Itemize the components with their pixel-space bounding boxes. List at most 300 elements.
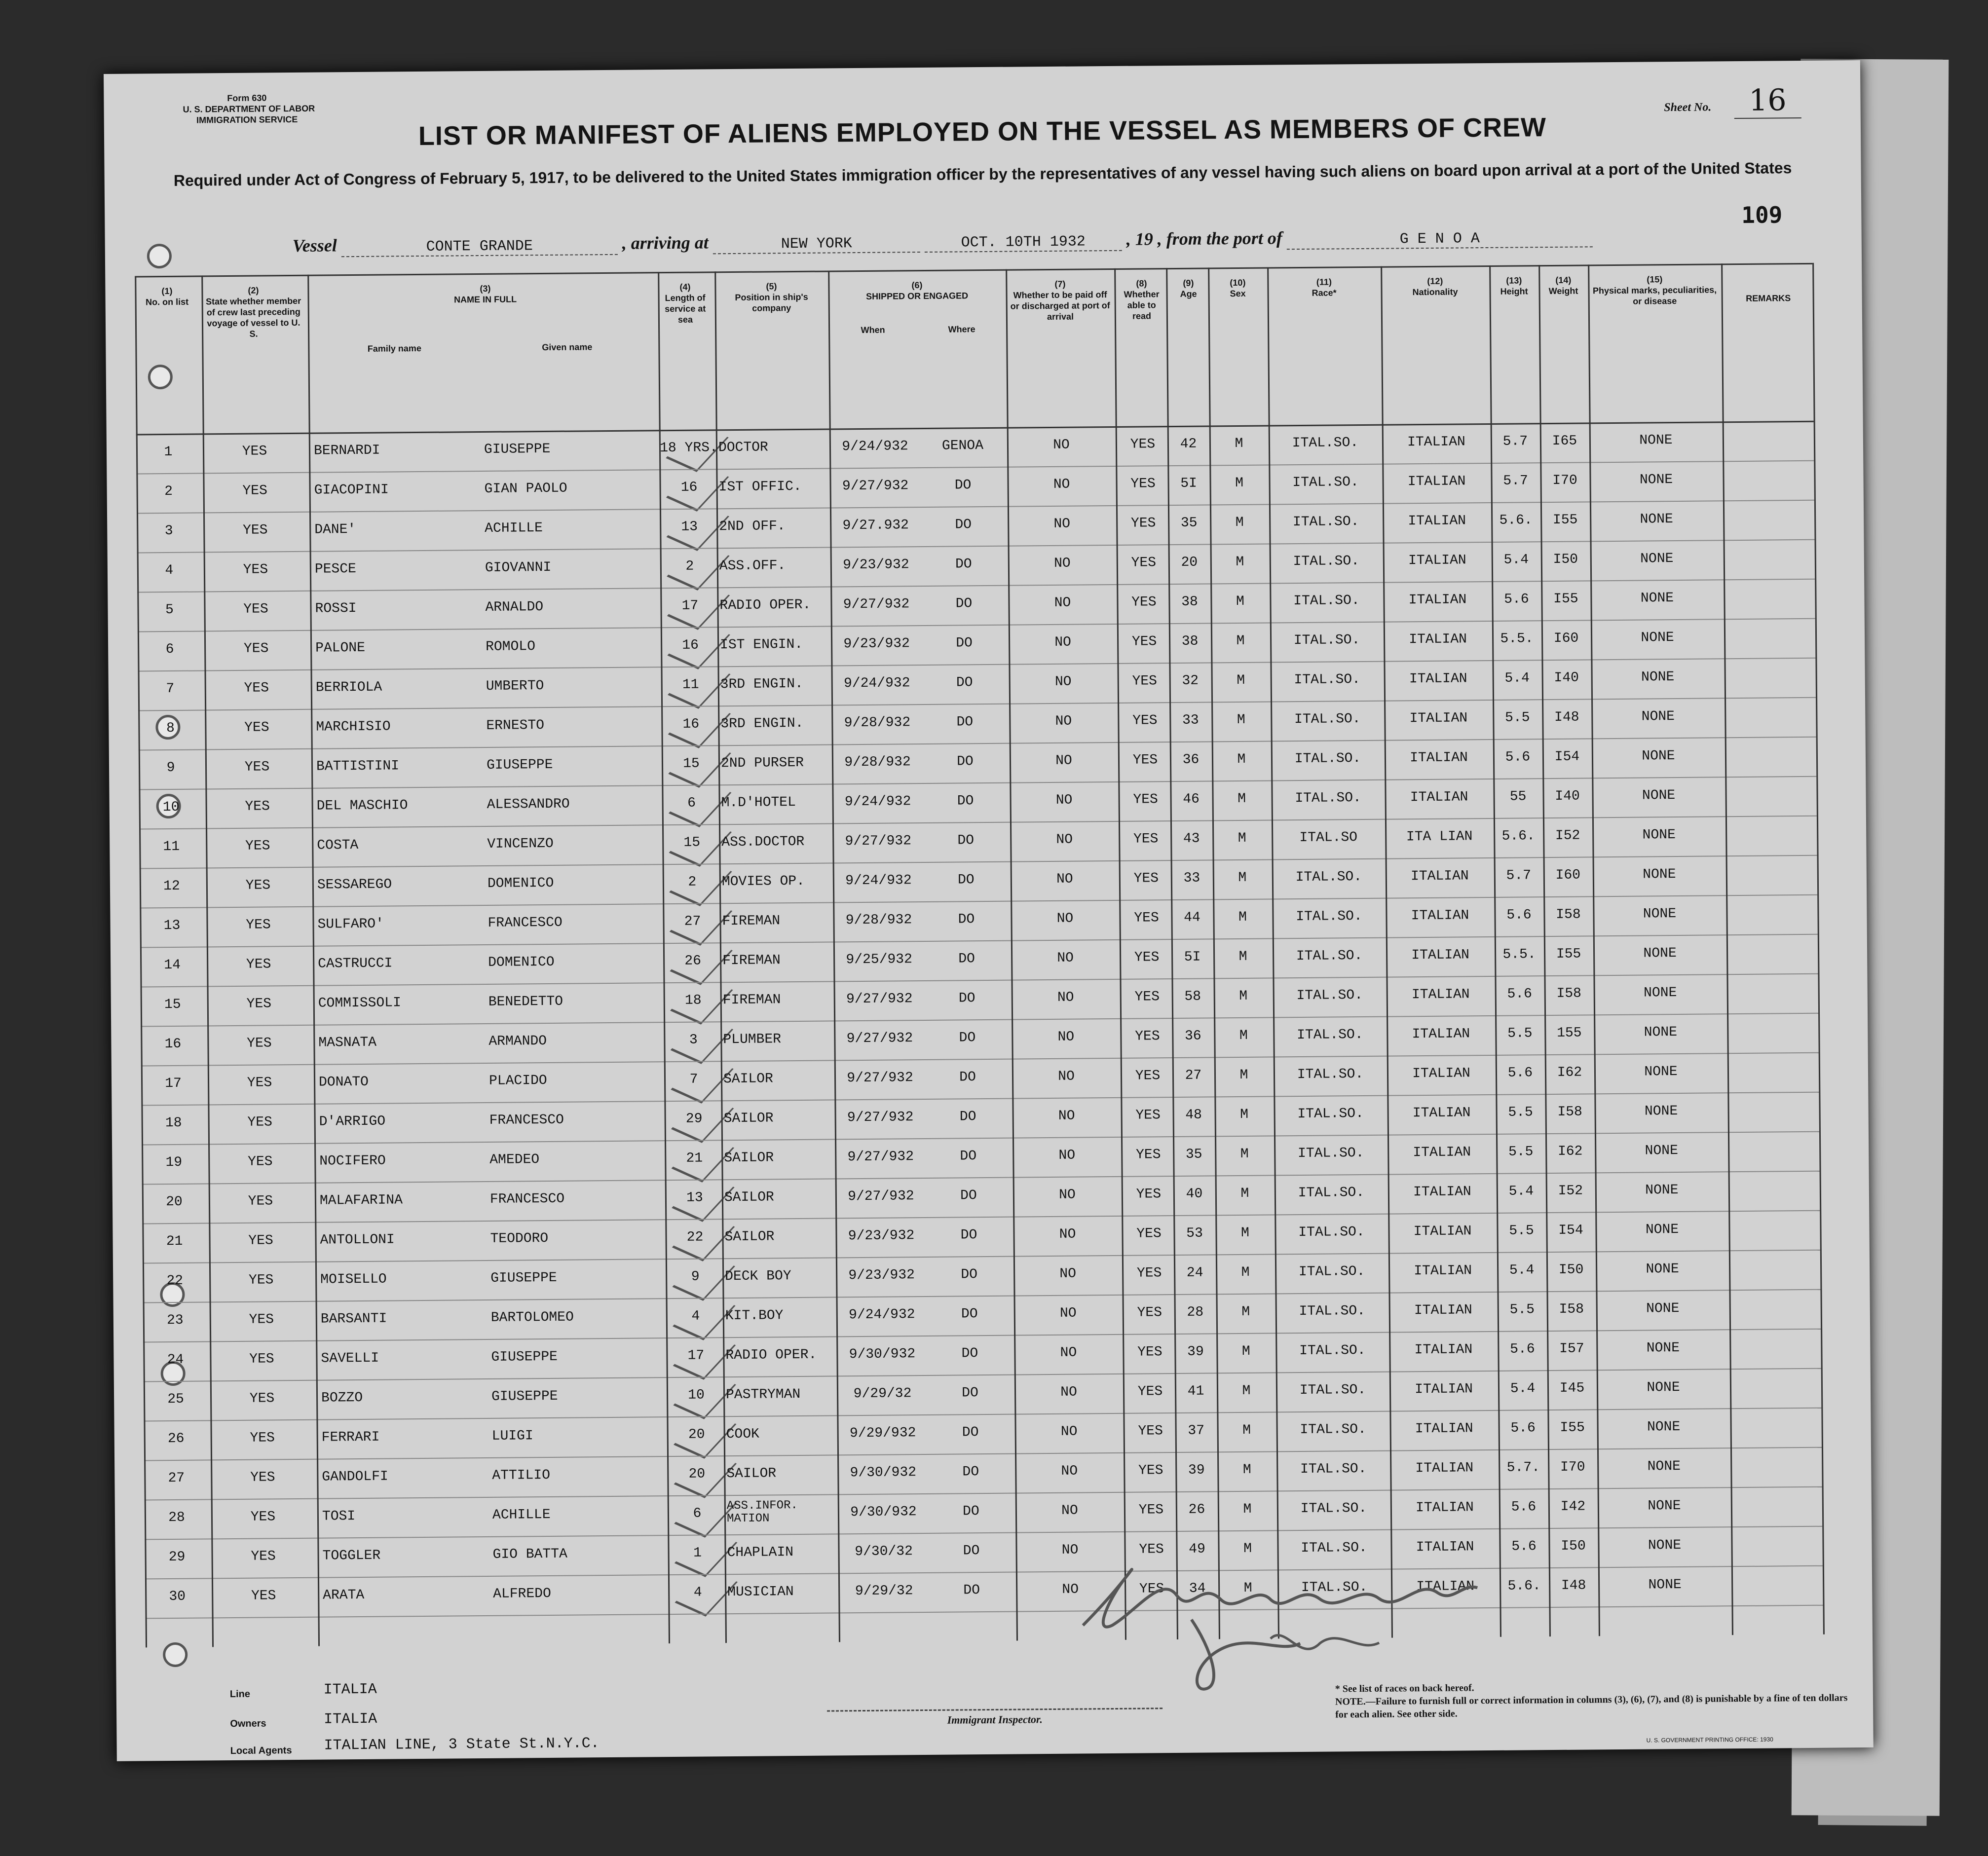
cell-weight: I50 <box>1558 1262 1584 1278</box>
cell-height: 5.6. <box>1501 828 1535 844</box>
header-remarks: REMARKS <box>1746 293 1791 303</box>
cell-previous-voyage: YES <box>248 1233 273 1249</box>
cell-age: 20 <box>1181 555 1198 570</box>
cell-length-of-service: 20 <box>688 1427 705 1443</box>
cell-able-to-read: YES <box>1139 1581 1164 1597</box>
cell-race: ITAL.SO. <box>1296 988 1363 1004</box>
cell-shipped-when: 9/23/932 <box>843 557 909 573</box>
cell-family-name: BOZZO <box>321 1390 363 1406</box>
header-c6b: Where <box>948 324 975 334</box>
cell-shipped-when: 9/27/932 <box>845 833 912 850</box>
cell-height: 5.6 <box>1506 907 1532 923</box>
cell-given-name: ATTILIO <box>492 1467 551 1484</box>
cell-row-number: 7 <box>166 681 175 697</box>
header-c2: (2) State whether member of crew last preceding voyage of vessel to U. S. <box>206 285 301 339</box>
owners-label: Owners <box>230 1718 266 1730</box>
cell-length-of-service: 16 <box>682 716 700 732</box>
cell-weight: I70 <box>1552 473 1577 488</box>
cell-able-to-read: YES <box>1138 1502 1164 1518</box>
cell-length-of-service: 4 <box>691 1308 700 1324</box>
cell-given-name: GIUSEPPE <box>491 1349 558 1365</box>
vessel-label: Vessel <box>292 235 337 256</box>
cell-sex: M <box>1236 633 1245 649</box>
cell-position: ASS.DOCTOR <box>721 834 805 851</box>
cell-sex: M <box>1240 1186 1249 1201</box>
cell-given-name: GIO BATTA <box>492 1546 567 1562</box>
header-c7: (7) Whether to be paid off or discharged at port of arrival <box>1010 279 1110 322</box>
cell-shipped-where: DO <box>963 1543 980 1559</box>
cell-paid-off: NO <box>1053 437 1070 453</box>
cell-row-number: 23 <box>166 1312 184 1329</box>
cell-nationality: ITALIAN <box>1416 1539 1474 1556</box>
header-c6a: When <box>861 325 885 335</box>
cell-height: 5.6 <box>1507 1065 1533 1081</box>
cell-row-number: 10 <box>162 799 180 816</box>
cell-weight: I62 <box>1557 1065 1582 1080</box>
printer-imprint: U. S. GOVERNMENT PRINTING OFFICE: 1930 <box>1646 1736 1773 1744</box>
cell-length-of-service: 3 <box>689 1032 698 1048</box>
cell-weight: I58 <box>1556 986 1582 1002</box>
cell-family-name: CASTRUCCI <box>318 956 393 972</box>
cell-able-to-read: YES <box>1138 1423 1163 1439</box>
cell-sex: M <box>1242 1383 1251 1399</box>
cell-position: SAILOR <box>724 1229 775 1245</box>
cell-weight: I45 <box>1559 1380 1585 1396</box>
cell-sex: M <box>1243 1541 1252 1557</box>
cell-sex: M <box>1235 475 1244 491</box>
cell-race: ITAL.SO. <box>1292 435 1359 451</box>
cell-weight: I62 <box>1557 1144 1583 1159</box>
cell-able-to-read: YES <box>1131 594 1157 610</box>
cell-paid-off: NO <box>1056 911 1074 927</box>
cell-position: COOK <box>726 1426 760 1443</box>
page-title: LIST OR MANIFEST OF ALIENS EMPLOYED ON THE VESSEL AS MEMBERS OF CREW <box>418 112 1547 151</box>
header-c9: (9) Age <box>1180 278 1197 299</box>
cell-previous-voyage: YES <box>245 838 270 854</box>
cell-row-number: 20 <box>166 1194 183 1210</box>
cell-family-name: GANDOLFI <box>322 1469 388 1485</box>
cell-length-of-service: 11 <box>682 677 699 693</box>
cell-length-of-service: 6 <box>693 1506 702 1522</box>
cell-length-of-service: 9 <box>691 1269 700 1285</box>
cell-age: 42 <box>1180 436 1197 452</box>
cell-weight: I52 <box>1558 1183 1583 1199</box>
cell-sex: M <box>1243 1501 1252 1517</box>
cell-age: 37 <box>1188 1423 1205 1439</box>
cell-previous-voyage: YES <box>251 1588 276 1604</box>
cell-previous-voyage: YES <box>248 1193 273 1209</box>
cell-able-to-read: YES <box>1134 950 1160 965</box>
cell-height: 5.6 <box>1511 1539 1537 1555</box>
cell-given-name: AMEDEO <box>489 1152 540 1168</box>
line-value: ITALIA <box>323 1681 377 1699</box>
cell-family-name: DEL MASCHIO <box>316 798 408 814</box>
cell-nationality: ITA LIAN <box>1406 829 1473 845</box>
header-c14: (14) Weight <box>1548 275 1578 297</box>
cell-row-number: 26 <box>167 1431 185 1447</box>
cell-paid-off: NO <box>1061 1463 1078 1479</box>
cell-age: 26 <box>1188 1502 1205 1518</box>
cell-nationality: ITALIAN <box>1411 947 1470 964</box>
cell-family-name: DANE' <box>314 522 356 538</box>
cell-row-number: 18 <box>165 1115 182 1131</box>
cell-sex: M <box>1237 672 1245 689</box>
cell-able-to-read: YES <box>1132 713 1158 729</box>
cell-shipped-where: DO <box>956 675 973 691</box>
header-c3b: Given name <box>542 342 593 353</box>
cell-given-name: ERNESTO <box>486 718 545 734</box>
cell-race: ITAL.SO. <box>1299 1303 1366 1320</box>
cell-sex: M <box>1237 712 1245 728</box>
cell-shipped-where: DO <box>958 991 975 1006</box>
cell-race: ITAL.SO. <box>1297 1067 1364 1083</box>
cell-shipped-where: DO <box>955 557 972 572</box>
arriving-label: , arriving at <box>622 232 709 253</box>
cell-race: ITAL.SO. <box>1298 1225 1365 1241</box>
cell-row-number: 13 <box>163 918 181 934</box>
cell-previous-voyage: YES <box>245 799 270 815</box>
cell-row-number: 29 <box>168 1549 186 1565</box>
cell-sex: M <box>1238 870 1247 886</box>
cell-age: 28 <box>1187 1304 1204 1320</box>
cell-previous-voyage: YES <box>246 996 272 1012</box>
cell-nationality: ITALIAN <box>1413 1224 1472 1240</box>
cell-physical-marks: NONE <box>1644 1064 1678 1080</box>
cell-row-number: 25 <box>167 1391 185 1408</box>
cell-weight: I40 <box>1555 788 1580 804</box>
cell-previous-voyage: YES <box>249 1312 274 1328</box>
cell-previous-voyage: YES <box>251 1549 276 1564</box>
cell-physical-marks: NONE <box>1648 1577 1682 1593</box>
cell-able-to-read: YES <box>1135 1068 1161 1084</box>
cell-given-name: GIOVANNI <box>485 559 552 576</box>
cell-given-name: ALFREDO <box>493 1586 551 1602</box>
cell-age: 34 <box>1189 1581 1206 1596</box>
cell-position: FIREMAN <box>722 953 781 969</box>
cell-able-to-read: YES <box>1135 1108 1161 1123</box>
cell-previous-voyage: YES <box>250 1430 275 1446</box>
header-c10: (10) Sex <box>1230 277 1246 299</box>
cell-age: 49 <box>1189 1541 1205 1557</box>
cell-height: 5.5. <box>1502 947 1536 963</box>
cell-paid-off: NO <box>1053 516 1071 532</box>
cell-physical-marks: NONE <box>1643 867 1676 883</box>
cell-position: CHAPLAIN <box>727 1545 794 1561</box>
departure-port: G E N O A <box>1287 229 1593 250</box>
cell-shipped-where: DO <box>959 1070 976 1085</box>
cell-able-to-read: YES <box>1134 910 1159 926</box>
from-label: , from the port of <box>1157 228 1282 249</box>
cell-length-of-service: 2 <box>688 874 697 890</box>
cell-shipped-where: DO <box>961 1267 978 1283</box>
cell-given-name: DOMENICO <box>488 954 555 970</box>
cell-race: ITAL.SO. <box>1297 1106 1364 1122</box>
cell-position: PLUMBER <box>723 1032 782 1048</box>
cell-family-name: ARATA <box>323 1587 365 1603</box>
cell-race: ITAL.SO. <box>1293 593 1360 609</box>
cell-height: 5.4 <box>1510 1381 1536 1397</box>
cell-shipped-when: 9/27/932 <box>847 1070 913 1086</box>
cell-family-name: BATTISTINI <box>316 758 400 775</box>
cell-row-number: 24 <box>167 1352 184 1368</box>
cell-shipped-where: GENOA <box>941 438 984 454</box>
cell-paid-off: NO <box>1057 990 1074 1005</box>
cell-physical-marks: NONE <box>1643 985 1677 1001</box>
cell-given-name: ACHILLE <box>485 520 543 536</box>
cell-paid-off: NO <box>1058 1069 1075 1084</box>
cell-able-to-read: YES <box>1137 1384 1163 1400</box>
cell-height: 55 <box>1509 789 1527 805</box>
cell-race: ITAL.SO. <box>1292 514 1359 530</box>
cell-height: 5.4 <box>1504 670 1530 686</box>
cell-age: 36 <box>1182 752 1200 768</box>
cell-sex: M <box>1240 1107 1249 1122</box>
cell-given-name: ARNALDO <box>485 599 544 615</box>
cell-length-of-service: 4 <box>693 1585 702 1600</box>
cell-family-name: FERRARI <box>321 1429 380 1446</box>
cell-position: KIT.BOY <box>725 1308 784 1324</box>
cell-sex: M <box>1242 1462 1251 1478</box>
races-note: * See list of races on back hereof. <box>1335 1682 1474 1695</box>
cell-physical-marks: NONE <box>1642 827 1676 843</box>
cell-length-of-service: 18 <box>684 993 702 1008</box>
cell-shipped-when: 9/28/932 <box>844 715 911 731</box>
cell-nationality: ITALIAN <box>1410 789 1468 806</box>
cell-family-name: BERNARDI <box>313 443 380 459</box>
cell-position: ASS.OFF. <box>719 558 786 574</box>
header-c15: (15) Physical marks, peculiarities, or disease <box>1592 274 1717 306</box>
cell-paid-off: NO <box>1057 1029 1075 1045</box>
cell-sex: M <box>1235 515 1244 531</box>
cell-sex: M <box>1241 1304 1250 1320</box>
cell-age: 43 <box>1183 831 1200 847</box>
cell-nationality: ITALIAN <box>1411 987 1470 1003</box>
cell-race: ITAL.SO. <box>1296 909 1362 925</box>
cell-sex: M <box>1238 791 1246 807</box>
cell-sex: M <box>1238 949 1247 965</box>
cell-position: MUSICIAN <box>727 1584 794 1600</box>
cell-previous-voyage: YES <box>242 522 268 538</box>
cell-position: MOVIES OP. <box>721 873 805 890</box>
cell-able-to-read: YES <box>1130 476 1156 492</box>
cell-shipped-where: DO <box>955 517 972 533</box>
cell-family-name: PALONE <box>315 640 366 656</box>
cell-paid-off: NO <box>1056 871 1073 887</box>
cell-shipped-where: DO <box>961 1306 978 1322</box>
header-c13: (13) Height <box>1500 275 1528 297</box>
cell-able-to-read: YES <box>1138 1463 1163 1479</box>
cell-length-of-service: 6 <box>687 795 696 811</box>
cell-paid-off: NO <box>1059 1226 1076 1242</box>
cell-row-number: 30 <box>169 1589 186 1605</box>
cell-able-to-read: YES <box>1132 752 1158 768</box>
penalty-note: NOTE.—Failure to furnish full or correct information in columns (3), (6), (7), and (8) is punishable by a fine of ten dollars for each alien. See other side. <box>1335 1692 1848 1720</box>
cell-able-to-read: YES <box>1135 1029 1160 1044</box>
cell-weight: I54 <box>1554 749 1580 765</box>
cell-nationality: ITALIAN <box>1413 1184 1471 1200</box>
cell-paid-off: NO <box>1055 713 1072 729</box>
cell-shipped-where: DO <box>957 793 974 809</box>
cell-physical-marks: NONE <box>1645 1222 1679 1238</box>
inspector-signature-line: Immigrant Inspector. <box>827 1708 1163 1727</box>
cell-row-number: 2 <box>164 483 173 500</box>
cell-nationality: ITALIAN <box>1408 553 1466 569</box>
cell-age: 5I <box>1184 949 1201 965</box>
cell-weight: I65 <box>1552 433 1577 449</box>
cell-race: ITAL.SO. <box>1295 869 1362 886</box>
cell-given-name: BARTOLOMEO <box>490 1309 574 1326</box>
cell-physical-marks: NONE <box>1643 946 1677 962</box>
crew-table <box>135 263 1823 1648</box>
cell-nationality: ITALIAN <box>1409 671 1467 687</box>
cell-shipped-when: 9/29/32 <box>855 1583 913 1599</box>
cell-shipped-when: 9/27/932 <box>847 1149 914 1165</box>
cell-position: SAILOR <box>723 1071 773 1087</box>
cell-paid-off: NO <box>1054 634 1072 650</box>
cell-shipped-when: 9/27/932 <box>848 1188 914 1205</box>
cell-shipped-where: DO <box>960 1149 977 1164</box>
page-number: 109 <box>1741 201 1783 228</box>
cell-row-number: 27 <box>168 1470 185 1486</box>
header-c5: (5) Position in ship's company <box>735 281 808 313</box>
cell-race: ITAL.SO. <box>1292 475 1359 491</box>
cell-physical-marks: NONE <box>1643 906 1677 922</box>
cell-physical-marks: NONE <box>1646 1340 1680 1356</box>
cell-race: ITAL.SO. <box>1298 1185 1365 1201</box>
form-number: Form 630 <box>227 93 267 104</box>
cell-given-name: ALESSANDRO <box>487 796 570 813</box>
cell-family-name: ANTOLLONI <box>320 1232 395 1248</box>
cell-weight: I52 <box>1555 828 1580 844</box>
cell-length-of-service: 7 <box>689 1072 698 1087</box>
cell-given-name: ACHILLE <box>492 1507 551 1523</box>
cell-length-of-service: 22 <box>686 1229 704 1245</box>
cell-nationality: ITALIAN <box>1415 1381 1473 1398</box>
cell-previous-voyage: YES <box>243 562 268 578</box>
cell-length-of-service: 26 <box>684 953 702 969</box>
cell-age: 39 <box>1188 1462 1205 1478</box>
cell-nationality: ITALIAN <box>1408 592 1467 608</box>
cell-age: 32 <box>1182 673 1199 689</box>
cell-weight: I40 <box>1554 670 1579 686</box>
cell-row-number: 17 <box>165 1076 182 1092</box>
cell-height: 5.5 <box>1509 1302 1535 1318</box>
manifest-sheet <box>104 60 1874 1761</box>
cell-age: 38 <box>1181 633 1199 649</box>
cell-family-name: ROSSI <box>315 601 357 617</box>
cell-able-to-read: YES <box>1136 1226 1162 1242</box>
cell-sex: M <box>1238 909 1247 925</box>
cell-length-of-service: 13 <box>681 519 698 535</box>
cell-physical-marks: NONE <box>1641 669 1675 685</box>
cell-family-name: D'ARRIGO <box>319 1114 386 1130</box>
cell-shipped-where: DO <box>959 1109 976 1125</box>
cell-age: 33 <box>1182 712 1199 728</box>
cell-age: 39 <box>1187 1344 1204 1360</box>
cell-row-number: 15 <box>164 997 181 1013</box>
cell-height: 5.6 <box>1504 592 1529 607</box>
cell-physical-marks: NONE <box>1642 788 1676 804</box>
cell-shipped-where: DO <box>962 1385 978 1401</box>
cell-age: 5I <box>1180 476 1198 491</box>
cell-able-to-read: YES <box>1133 871 1159 887</box>
cell-able-to-read: YES <box>1136 1265 1162 1281</box>
cell-weight: 155 <box>1557 1025 1582 1041</box>
cell-given-name: ARMANDO <box>488 1034 547 1049</box>
cell-height: 5.6. <box>1499 513 1533 528</box>
cell-able-to-read: YES <box>1137 1305 1163 1321</box>
cell-physical-marks: NONE <box>1647 1379 1680 1396</box>
cell-position: SAILOR <box>724 1150 774 1166</box>
cell-able-to-read: YES <box>1131 555 1157 571</box>
cell-row-number: 8 <box>166 720 175 737</box>
cell-paid-off: NO <box>1055 792 1073 808</box>
cell-shipped-when: 9/24/932 <box>844 794 911 810</box>
cell-row-number: 12 <box>163 878 180 894</box>
cell-given-name: BENEDETTO <box>488 994 563 1010</box>
cell-physical-marks: NONE <box>1642 748 1675 764</box>
cell-shipped-where: DO <box>960 1227 977 1243</box>
cell-shipped-when: 9/24/932 <box>842 439 908 455</box>
cell-age: 24 <box>1186 1265 1203 1281</box>
header-c8: (8) Whether able to read <box>1124 278 1160 321</box>
cell-given-name: FRANCESCO <box>488 915 563 931</box>
cell-paid-off: NO <box>1059 1266 1077 1282</box>
inspector-signature <box>1062 1523 1508 1705</box>
cell-race: ITAL.SO. <box>1296 948 1363 965</box>
cell-height: 5.6 <box>1507 986 1533 1002</box>
cell-position: 2ND OFF. <box>719 519 786 535</box>
cell-height: 5.4 <box>1509 1262 1535 1278</box>
cell-race: ITAL.SO. <box>1298 1263 1365 1280</box>
cell-family-name: COSTA <box>317 837 359 854</box>
cell-able-to-read: YES <box>1139 1542 1164 1558</box>
cell-nationality: ITALIAN <box>1412 1026 1470 1042</box>
cell-position: SAILOR <box>726 1466 777 1482</box>
cell-race: ITAL.SO. <box>1295 790 1361 807</box>
cell-nationality: ITALIAN <box>1412 1066 1470 1082</box>
cell-able-to-read: YES <box>1136 1187 1162 1202</box>
cell-nationality: ITALIAN <box>1409 710 1468 727</box>
cell-sex: M <box>1239 988 1248 1004</box>
cell-shipped-when: 9/25/932 <box>846 952 912 968</box>
cell-age: 35 <box>1180 515 1198 531</box>
cell-age: 58 <box>1184 989 1201 1004</box>
cell-given-name: GIUSEPPE <box>484 441 551 457</box>
cell-weight: I58 <box>1557 1104 1582 1120</box>
cell-weight: I48 <box>1554 709 1579 725</box>
cell-given-name: PLACIDO <box>488 1073 547 1089</box>
page-subtitle: Required under Act of Congress of February 5, 1917, to be delivered to the United States immigration officer by the representatives of any vessel having such aliens on board upon arrival at a port of the United States <box>173 159 1792 189</box>
punch-hole <box>147 244 172 268</box>
cell-previous-voyage: YES <box>243 641 269 657</box>
cell-nationality: ITALIAN <box>1414 1263 1472 1279</box>
cell-length-of-service: 17 <box>687 1348 705 1364</box>
cell-length-of-service: 13 <box>686 1190 703 1206</box>
cell-position: RADIO OPER. <box>725 1347 817 1364</box>
cell-height: 5.5 <box>1509 1223 1534 1239</box>
cell-previous-voyage: YES <box>244 680 269 696</box>
cell-paid-off: NO <box>1061 1503 1078 1519</box>
cell-height: 5.5 <box>1508 1105 1533 1120</box>
cell-shipped-where: DO <box>963 1504 979 1520</box>
arrival-date: OCT. 10TH 1932 <box>925 233 1122 253</box>
cell-able-to-read: YES <box>1133 831 1159 847</box>
cell-previous-voyage: YES <box>250 1509 276 1525</box>
cell-shipped-when: 9/30/32 <box>855 1544 913 1560</box>
cell-previous-voyage: YES <box>246 917 271 933</box>
cell-paid-off: NO <box>1053 477 1070 492</box>
